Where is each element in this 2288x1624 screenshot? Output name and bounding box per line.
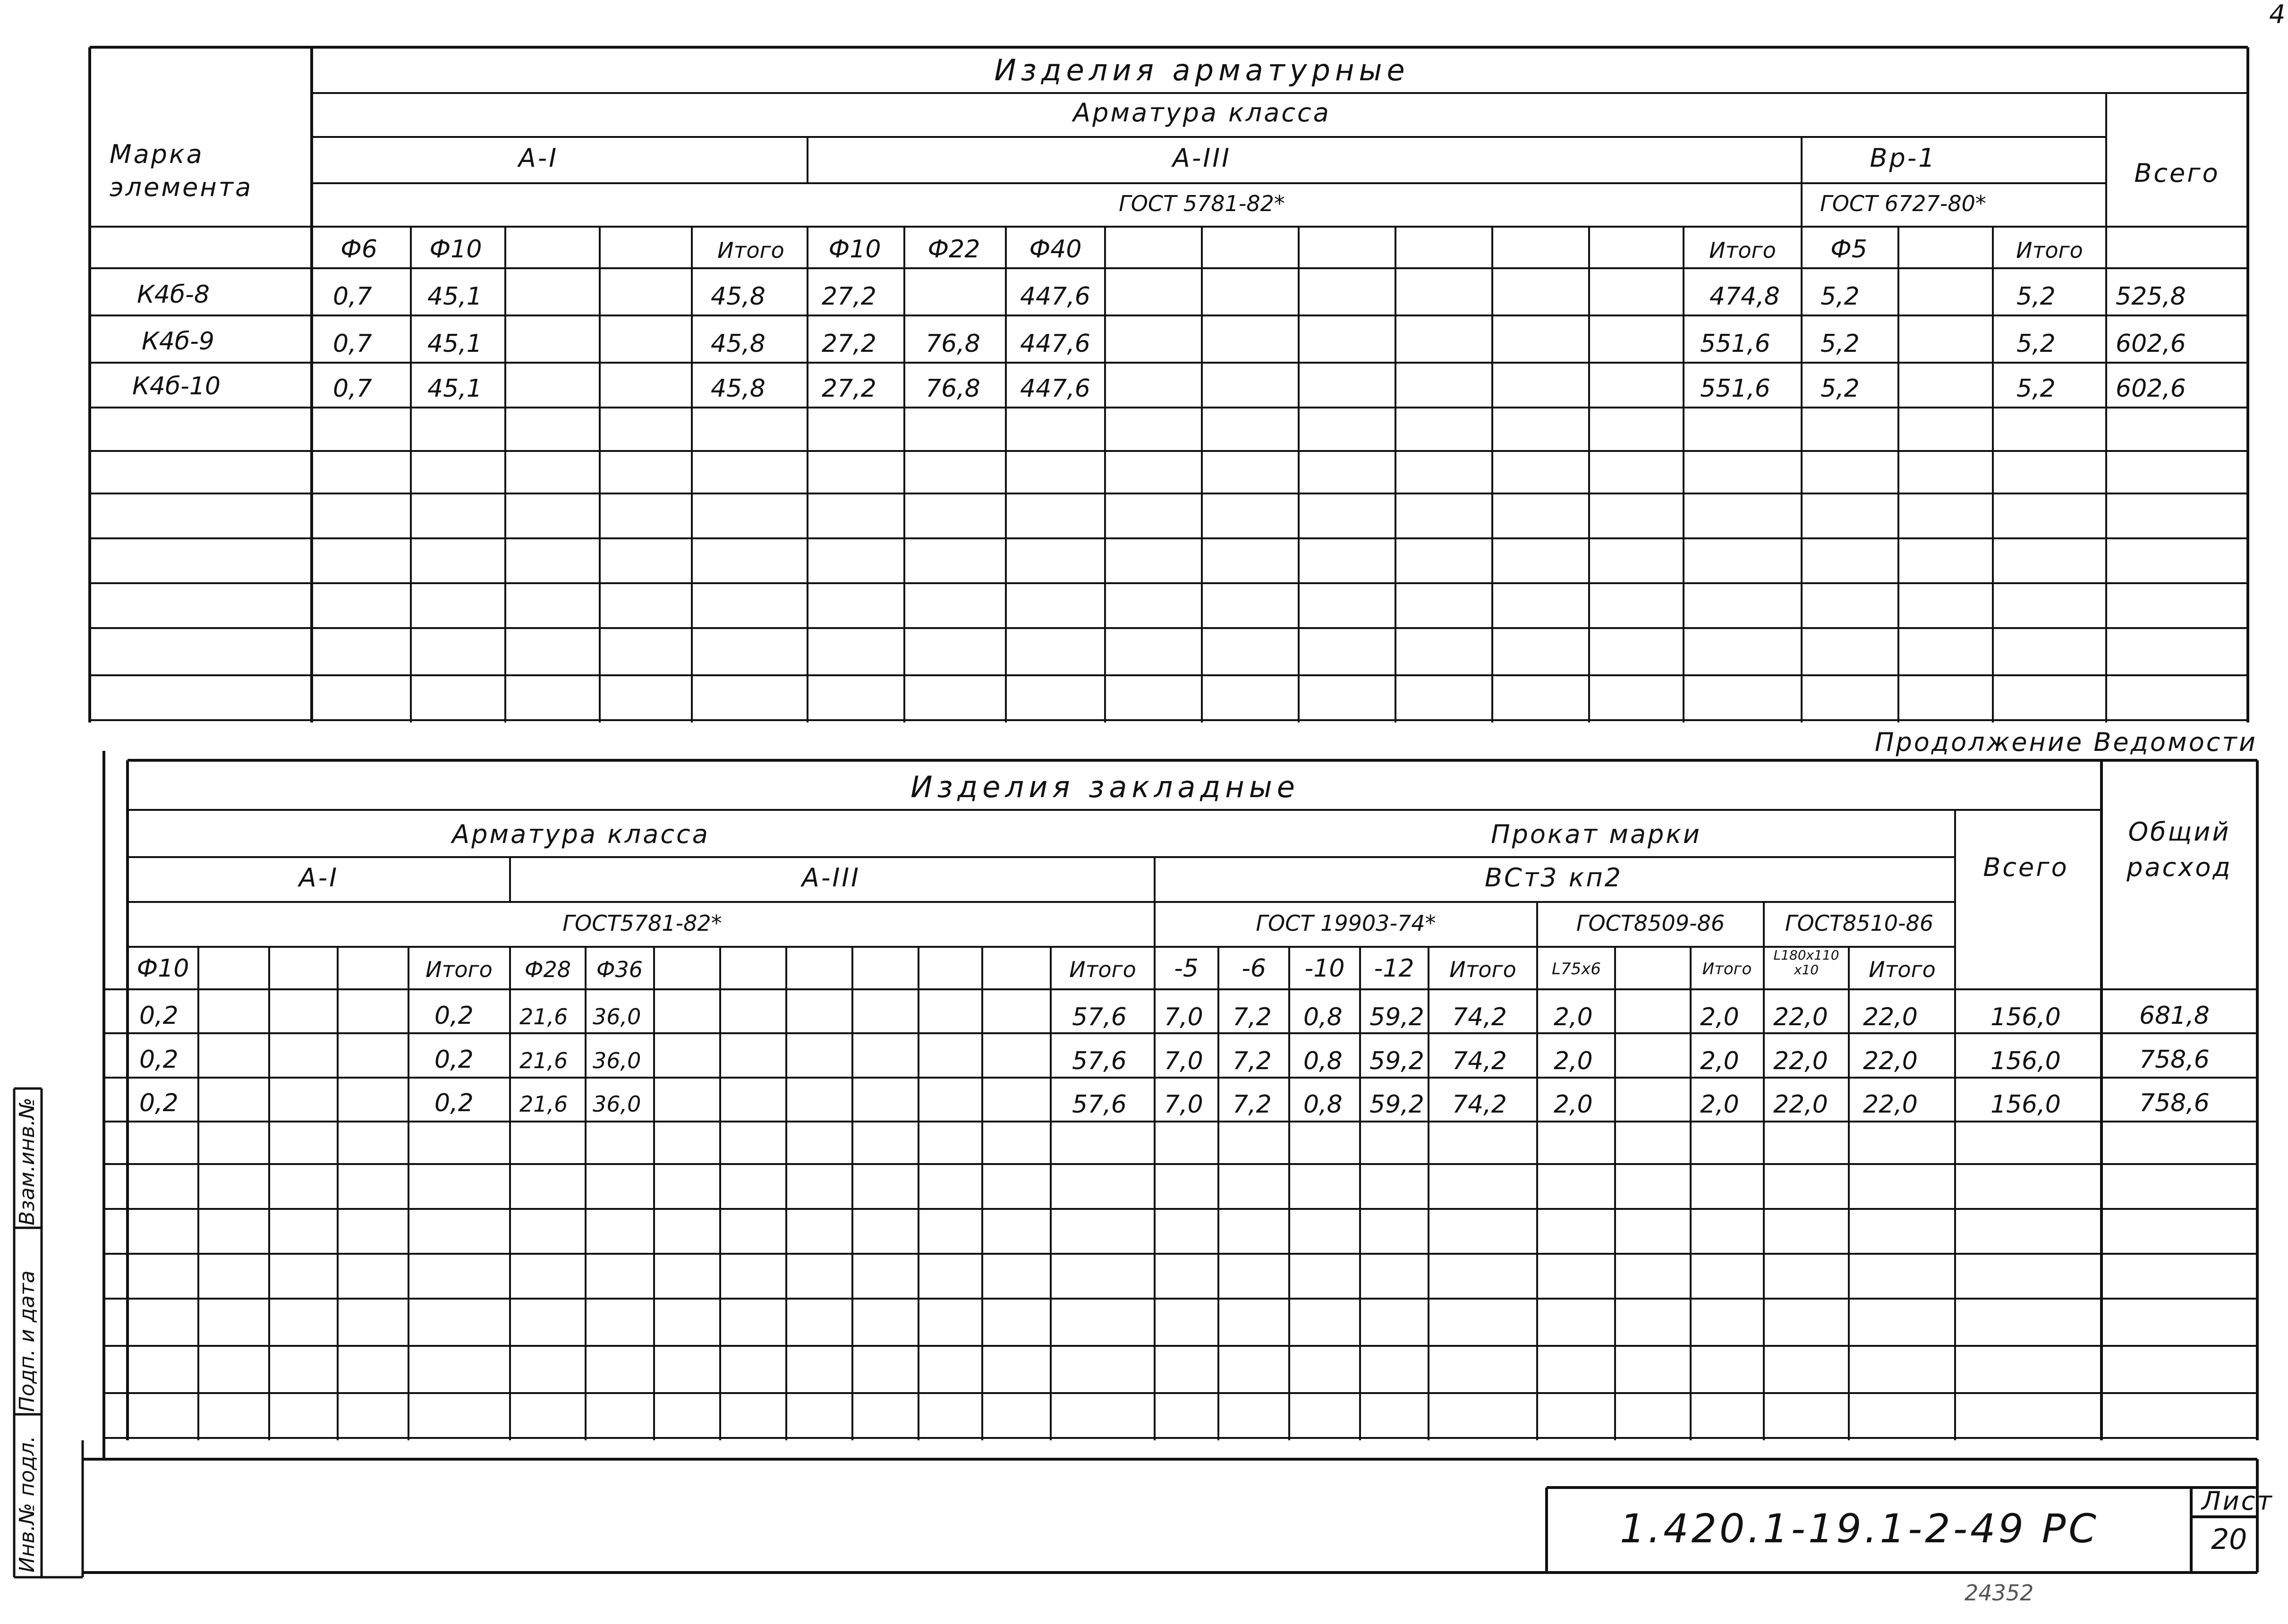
- cell-angle-75-sum: 2,0: [1700, 1090, 1739, 1119]
- cell-a3-f40: 447,6: [1020, 330, 1090, 358]
- gost-6727-header: ГОСТ 6727-80*: [1820, 191, 1986, 216]
- col-l-a3-sum: Итого: [1069, 957, 1136, 982]
- cell-strip-6: 7,2: [1233, 1047, 1272, 1075]
- cell-bp-f5: 5,2: [1820, 374, 1860, 403]
- cell-a1-f6: 0,7: [333, 374, 372, 403]
- upper-subtitle: Арматура класса: [1073, 98, 1331, 128]
- cell-angle-75-sum: 2,0: [1700, 1047, 1739, 1075]
- rebar-header: Арматура класса: [452, 819, 710, 849]
- cell-a3-sum: 551,6: [1700, 330, 1770, 358]
- cell-total: 602,6: [2116, 330, 2186, 358]
- cell-a3-f10: 27,2: [822, 282, 876, 311]
- mark-header-2: элемента: [110, 172, 253, 202]
- cell-strip-5: 7,0: [1164, 1003, 1203, 1031]
- bottom-stamp: 24352: [1965, 1580, 2034, 1606]
- cell-a1-f10: 45,1: [427, 330, 482, 358]
- lower-class-a1: А-I: [298, 863, 339, 893]
- cell-angle-75: 2,0: [1554, 1003, 1593, 1031]
- lower-gost-5781: ГОСТ5781-82*: [562, 910, 722, 936]
- cell-a1-sum: 45,8: [711, 330, 766, 358]
- cell-strip-sum: 74,2: [1452, 1047, 1507, 1075]
- sheet-label: Лист: [2202, 1486, 2274, 1516]
- cell-strip-5: 7,0: [1164, 1047, 1203, 1075]
- cell-angle-75: 2,0: [1554, 1090, 1593, 1119]
- cell-l-a3-f36: 36,0: [593, 1091, 641, 1117]
- gost-8509: ГОСТ8509-86: [1576, 910, 1725, 936]
- col-strip-sum: Итого: [1449, 957, 1516, 982]
- cell-angle-180: 22,0: [1773, 1047, 1828, 1075]
- row-mark: К4б-8: [137, 281, 210, 309]
- lower-total-header: Всего: [1983, 852, 2069, 882]
- cell-a3-f22: 76,8: [926, 374, 980, 403]
- rolled-header: Прокат марки: [1490, 819, 1702, 849]
- cell-strip-10: 0,8: [1303, 1047, 1343, 1075]
- cell-strip-12: 59,2: [1369, 1090, 1424, 1119]
- sheet-number: 20: [2211, 1523, 2247, 1556]
- col-angle-180: L180х110 х10: [1773, 947, 1839, 978]
- cell-strip-6: 7,2: [1233, 1090, 1272, 1119]
- cell-strip-6: 7,2: [1233, 1003, 1272, 1031]
- col-a1-sum: Итого: [717, 238, 784, 263]
- col-a3-sum: Итого: [1709, 238, 1776, 263]
- cell-lower-total: 156,0: [1990, 1090, 2061, 1119]
- cell-l-a3-f28: 21,6: [519, 1004, 568, 1029]
- cell-a3-f22: 76,8: [926, 330, 980, 358]
- cell-a3-f10: 27,2: [822, 374, 876, 403]
- lower-class-a3: А-III: [801, 863, 861, 893]
- cell-bp-sum: 5,2: [2016, 374, 2056, 403]
- cell-strip-10: 0,8: [1303, 1090, 1343, 1119]
- cell-l-a3-sum: 57,6: [1072, 1090, 1127, 1119]
- cell-a1-sum: 45,8: [711, 374, 766, 403]
- cell-l-a1-f10: 0,2: [139, 1002, 179, 1030]
- cell-bp-f5: 5,2: [1820, 330, 1860, 358]
- cell-a1-f10: 45,1: [427, 374, 482, 403]
- col-angle-75-sum: Итого: [1702, 960, 1752, 978]
- cell-a3-f40: 447,6: [1020, 374, 1090, 403]
- gost-5781-header: ГОСТ 5781-82*: [1119, 191, 1285, 216]
- upper-title: Изделия арматурные: [994, 53, 1410, 87]
- cell-a1-f10: 45,1: [427, 282, 482, 311]
- page-corner-mark: 4: [2269, 0, 2288, 29]
- cell-l-a3-f36: 36,0: [593, 1048, 641, 1073]
- cell-l-a3-f28: 21,6: [519, 1091, 568, 1117]
- cell-a3-sum: 474,8: [1710, 282, 1780, 311]
- cell-a1-f6: 0,7: [333, 330, 372, 358]
- class-bp1-header: Вр-1: [1870, 143, 1937, 173]
- grand-header-1: Общий: [2128, 817, 2231, 847]
- col-strip-6: -6: [1242, 954, 1266, 983]
- gost-19903: ГОСТ 19903-74*: [1256, 910, 1436, 936]
- col-bp-sum: Итого: [2016, 238, 2083, 263]
- col-l-a3-f28: Ф28: [524, 957, 571, 982]
- cell-l-a3-f28: 21,6: [519, 1048, 568, 1073]
- cell-strip-12: 59,2: [1369, 1047, 1424, 1075]
- cell-strip-10: 0,8: [1303, 1003, 1343, 1031]
- col-a1-f6: Ф6: [340, 235, 377, 264]
- cell-angle-180-sum: 22,0: [1863, 1003, 1918, 1031]
- cell-total: 602,6: [2116, 374, 2186, 403]
- lower-title: Изделия закладные: [910, 770, 1300, 804]
- cell-l-a3-sum: 57,6: [1072, 1047, 1127, 1075]
- cell-grand-total: 758,6: [2139, 1089, 2210, 1117]
- cell-lower-total: 156,0: [1990, 1047, 2061, 1075]
- col-l-a1-f10: Ф10: [136, 954, 189, 983]
- cell-grand-total: 681,8: [2139, 1002, 2210, 1030]
- stamp-inv-no: Инв.№ подл.: [15, 1436, 39, 1573]
- grand-header-2: расход: [2126, 852, 2232, 882]
- class-a1-header: А-I: [518, 143, 559, 173]
- col-a1-f10: Ф10: [429, 235, 482, 264]
- cell-angle-75: 2,0: [1554, 1047, 1593, 1075]
- gost-8510: ГОСТ8510-86: [1785, 910, 1934, 936]
- cell-l-a1-sum: 0,2: [434, 1089, 474, 1117]
- class-a3-header: А-III: [1172, 143, 1232, 173]
- col-strip-5: -5: [1174, 954, 1199, 983]
- cell-strip-sum: 74,2: [1452, 1003, 1507, 1031]
- row-mark: К4б-10: [132, 372, 221, 400]
- mark-header-1: Марка: [110, 139, 204, 169]
- col-bp-f5: Ф5: [1830, 235, 1867, 264]
- cell-angle-180-sum: 22,0: [1863, 1090, 1918, 1119]
- cell-a3-sum: 551,6: [1700, 374, 1770, 403]
- cell-l-a1-f10: 0,2: [139, 1089, 179, 1117]
- cell-l-a1-sum: 0,2: [434, 1002, 474, 1030]
- cell-grand-total: 758,6: [2139, 1046, 2210, 1074]
- stamp-replace-inv: Взам.инв.№: [15, 1097, 39, 1225]
- col-l-a1-sum: Итого: [425, 957, 493, 982]
- cell-bp-sum: 5,2: [2016, 282, 2056, 311]
- row-mark: К4б-9: [142, 327, 214, 356]
- col-strip-12: -12: [1374, 954, 1414, 983]
- cell-angle-180-sum: 22,0: [1863, 1047, 1918, 1075]
- cell-strip-12: 59,2: [1369, 1003, 1424, 1031]
- cell-l-a1-sum: 0,2: [434, 1046, 474, 1074]
- cell-angle-180: 22,0: [1773, 1003, 1828, 1031]
- cell-l-a3-sum: 57,6: [1072, 1003, 1127, 1031]
- total-header: Всего: [2134, 158, 2220, 188]
- col-angle-180-sum: Итого: [1869, 957, 1936, 982]
- cell-strip-5: 7,0: [1164, 1090, 1203, 1119]
- cell-a1-f6: 0,7: [333, 282, 372, 311]
- cell-a3-f40: 447,6: [1020, 282, 1090, 311]
- cell-a1-sum: 45,8: [711, 282, 766, 311]
- stamp-sign-date: Подп. и дата: [15, 1270, 39, 1412]
- cell-l-a3-f36: 36,0: [593, 1004, 641, 1029]
- cell-bp-sum: 5,2: [2016, 330, 2056, 358]
- continuation-caption: Продолжение Ведомости: [1874, 727, 2257, 757]
- col-angle-75: L75х6: [1552, 960, 1601, 978]
- cell-total: 525,8: [2116, 282, 2186, 311]
- col-a3-f40: Ф40: [1029, 235, 1082, 264]
- cell-l-a1-f10: 0,2: [139, 1046, 179, 1074]
- col-l-a3-f36: Ф36: [596, 957, 643, 982]
- cell-strip-sum: 74,2: [1452, 1090, 1507, 1119]
- col-strip-10: -10: [1304, 954, 1345, 983]
- cell-a3-f10: 27,2: [822, 330, 876, 358]
- cell-angle-75-sum: 2,0: [1700, 1003, 1739, 1031]
- col-a3-f22: Ф22: [927, 235, 980, 264]
- rolled-grade: ВСт3 кп2: [1484, 863, 1623, 893]
- drawing-code: 1.420.1-19.1-2-49 РС: [1620, 1505, 2099, 1552]
- cell-lower-total: 156,0: [1990, 1003, 2061, 1031]
- cell-angle-180: 22,0: [1773, 1090, 1828, 1119]
- col-a3-f10: Ф10: [828, 235, 881, 264]
- cell-bp-f5: 5,2: [1820, 282, 1860, 311]
